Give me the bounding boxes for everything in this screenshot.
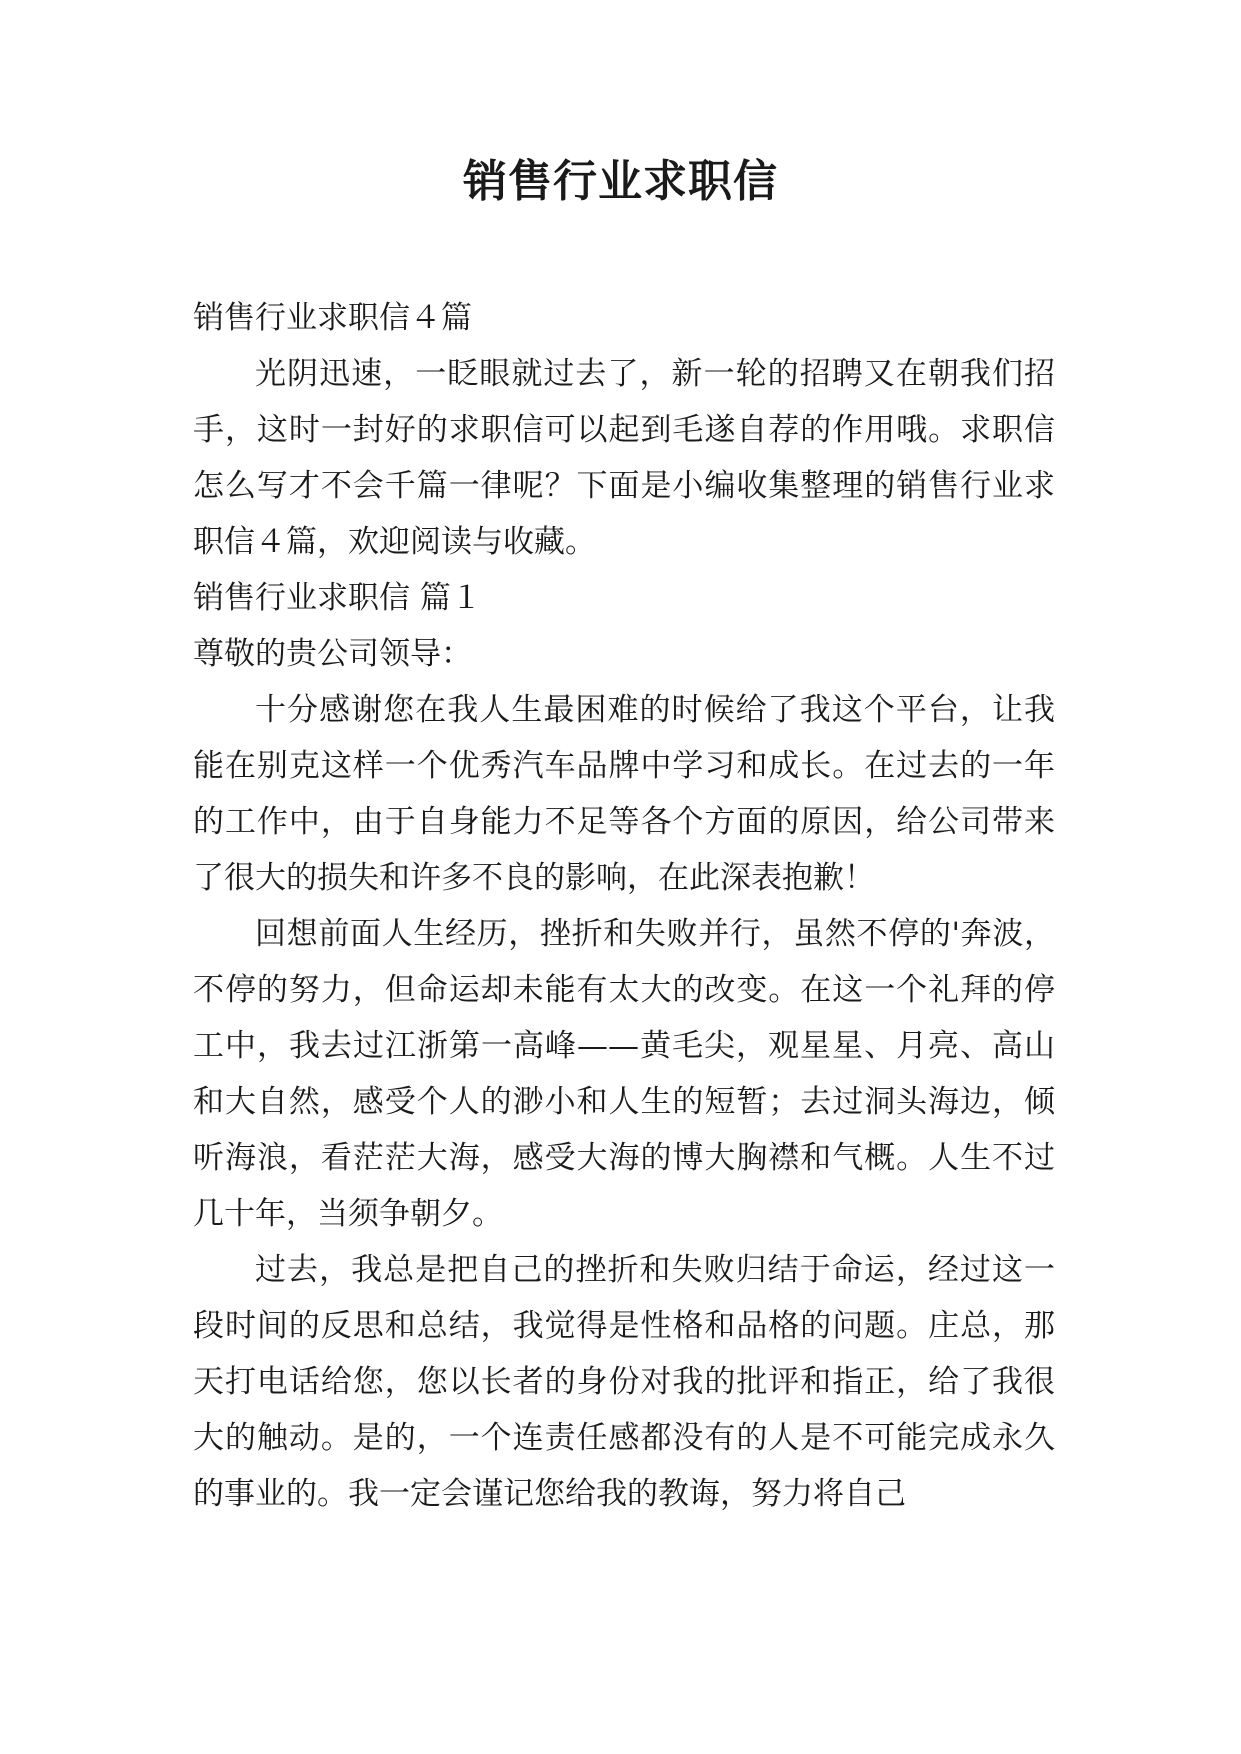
salutation: 尊敬的贵公司领导： [193, 636, 472, 672]
document-subtitle: 销售行业求职信４篇 [193, 300, 472, 336]
intro-paragraph: 光阴迅速，一眨眼就过去了，新一轮的招聘又在朝我们招手，这时一封好的求职信可以起到毛遂自荐的作用哦。求职信怎么写才不会千篇一律呢？下面是小编收集整理的销售行业求职信４篇，欢迎阅读与收藏。 [193, 356, 1055, 560]
document-title: 销售行业求职信 [463, 156, 778, 207]
body-paragraph-3: 过去，我总是把自己的挫折和失败归结于命运，经过这一段时间的反思和总结，我觉得是性格和品格的问题。庄总，那天打电话给您，您以长者的身份对我的批评和指正，给了我很大的触动。是的，一个连责任感都没有的人是不可能完成永久的事业的。我一定会谨记您给我的教诲，努力将自己 [193, 1252, 1055, 1512]
section-heading: 销售行业求职信 篇１ [193, 580, 482, 616]
body-paragraph-2: 回想前面人生经历，挫折和失败并行，虽然不停的'奔波，不停的努力，但命运却未能有太大的改变。在这一个礼拜的停工中，我去过江浙第一高峰——黄毛尖，观星星、月亮、高山和大自然，感受个人的渺小和人生的短暂；去过洞头海边，倾听海浪，看茫茫大海，感受大海的博大胸襟和气概。人生不过几十年，当须争朝夕。 [193, 916, 1055, 1232]
document-body [193, 290, 1055, 1522]
body-paragraph-1: 十分感谢您在我人生最困难的时候给了我这个平台，让我能在别克这样一个优秀汽车品牌中学习和成长。在过去的一年的工作中，由于自身能力不足等各个方面的原因，给公司带来了很大的损失和许多不良的影响，在此深表抱歉！ [193, 692, 1055, 896]
